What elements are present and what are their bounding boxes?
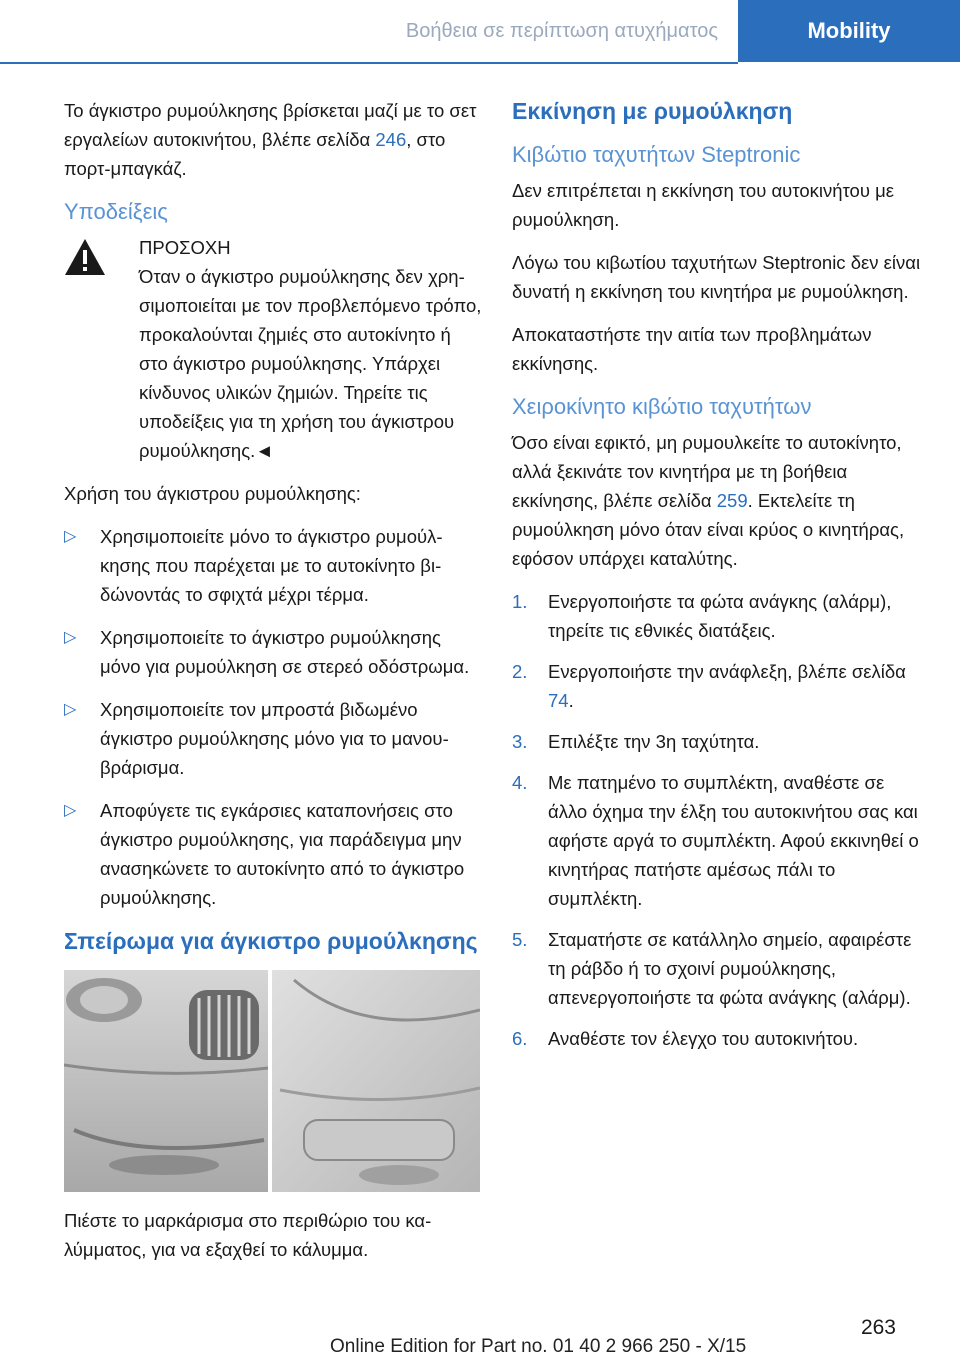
step-number: 3. <box>512 731 528 752</box>
step-number: 2. <box>512 661 528 682</box>
bumper-photo <box>64 970 480 1192</box>
running-header <box>0 0 738 64</box>
bullet-icon: ▷ <box>64 802 77 819</box>
chapter-tab <box>738 0 960 62</box>
page-number: 263 <box>860 1316 896 1339</box>
photo-caption: Πιέστε το μαρκάρισμα στο περιθώριο του καλύμματος, για να εξαχθεί το κάλυμμα. <box>64 1210 432 1260</box>
step-number: 5. <box>512 929 528 950</box>
thread-heading: Σπείρωμα για άγκιστρο ρυμούλκησης <box>64 928 478 954</box>
list-item: 2. Ενεργοποιήστε την ανάφλεξη, βλέπε σελίδα 74. <box>512 657 924 715</box>
list-item: ▷ Χρησιμοποιείτε το άγκιστρο ρυμούλκησης μόνο για ρυμούλκηση σε στερεό οδόστρωμα. <box>64 623 484 681</box>
intro-paragraph: Το άγκιστρο ρυμούλκησης βρίσκεται μαζί με το σετ εργαλείων αυτοκινήτου, βλέπε σελίδα 246, στο πορτ-μπαγκάζ. <box>64 100 477 179</box>
step-number: 4. <box>512 772 528 793</box>
chapter-tab-label: Mobility <box>807 18 891 43</box>
manual-paragraph: Όσο είναι εφικτό, μη ρυμουλκείτε το αυτοκίνητο, αλλά ξεκινάτε τον κινητήρα με τη βοήθεια εκκίνησης, βλέπε σελίδα 259. Εκτελείτε τη ρυμούλκηση μόνο όταν είναι κρύος ο κινητήρας, εφόσον υπάρχει καταλύτης. <box>512 432 905 569</box>
list-item: ▷ Αποφύγετε τις εγκάρσιες καταπονήσεις στο άγκιστρο ρυμούλκησης, για παράδειγμα μην ανασηκώνετε το αυτοκίνητο από το άγκιστρο ρυμούλκησης. <box>64 796 484 912</box>
steptronic-p2: Λόγω του κιβωτίου ταχυτήτων Steptronic δεν είναι δυνατή η εκκίνηση του κινητήρα με ρυμούλκηση. <box>512 252 921 302</box>
caution-title: ΠΡΟΣΟΧΗ <box>139 237 231 258</box>
tow-start-steps <box>512 587 924 1053</box>
list-item: 4. Με πατημένο το συμπλέκτη, αναθέστε σε άλλο όχημα την έλξη του αυτοκινήτου σας και αφήστε αργά το συμπλέκτη. Αφού εκκινηθεί ο κινητήρας πατήστε αμέσως πάλι το συμπλέκτη. <box>512 768 924 913</box>
usage-list <box>64 522 484 912</box>
page-link-74[interactable]: 74 <box>548 690 569 711</box>
usage-intro: Χρήση του άγκιστρου ρυμούλκησης: <box>64 483 361 504</box>
left-column <box>64 96 484 1278</box>
page-link-259[interactable]: 259 <box>716 490 748 511</box>
steptronic-p1: Δεν επιτρέπεται η εκκίνηση του αυτοκινήτου με ρυμούλκηση. <box>512 180 895 230</box>
steptronic-p3: Αποκαταστήστε την αιτία των προβλημάτων εκκίνησης. <box>512 324 872 374</box>
list-item: ▷ Χρησιμοποιείτε τον μπροστά βιδωμένο άγκιστρο ρυμούλκησης μόνο για το μανουβράρισμα. <box>64 695 484 782</box>
bullet-icon: ▷ <box>64 701 77 718</box>
bullet-icon: ▷ <box>64 629 77 646</box>
caution-text: Όταν ο άγκιστρο ρυμούλκησης δεν χρησιμοποιείται με τον προβλεπόμενο τρόπο, προκαλούνται ζημιές στο αυτοκίνητο ή στο άγκιστρο ρυμούλκησης. Υπάρχει κίνδυνος υλικών ζημιών. Τηρείτε τις υποδείξεις για τη χρήση του άγκιστρου ρυμούλκησης.◄ <box>139 266 482 461</box>
section-title: Βοήθεια σε περίπτωση ατυχήματος <box>405 19 718 42</box>
list-item: 3. Επιλέξτε την 3η ταχύτητα. <box>512 727 924 756</box>
page-link-246[interactable]: 246 <box>375 129 407 150</box>
step-number: 1. <box>512 591 528 612</box>
manual-gearbox-heading: Χειροκίνητο κιβώτιο ταχυτήτων <box>512 394 812 419</box>
steptronic-heading: Κιβώτιο ταχυτήτων Steptronic <box>512 142 801 167</box>
tow-start-heading: Εκκίνηση με ρυμούλκηση <box>512 98 793 124</box>
list-item: 5. Σταματήστε σε κατάλληλο σημείο, αφαιρέστε τη ράβδο ή το σχοινί ρυμούλκησης, απενεργοποιήστε τα φώτα ανάγκης (αλάρμ). <box>512 925 924 1012</box>
warning-triangle-icon <box>64 237 106 277</box>
step-number: 6. <box>512 1028 528 1049</box>
right-column <box>512 96 924 1065</box>
edition-footer: Online Edition for Part no. 01 40 2 966 250 - X/15 <box>330 1336 747 1357</box>
list-item: 1. Ενεργοποιήστε τα φώτα ανάγκης (αλάρμ), τηρείτε τις εθνικές διατάξεις. <box>512 587 924 645</box>
hints-heading: Υποδείξεις <box>64 199 168 224</box>
list-item: 6. Αναθέστε τον έλεγχο του αυτοκινήτου. <box>512 1024 924 1053</box>
bullet-icon: ▷ <box>64 528 77 545</box>
caution-block <box>64 233 484 465</box>
list-item: ▷ Χρησιμοποιείτε μόνο το άγκιστρο ρυμούλκησης που παρέχεται με το αυτοκίνητο βιδώνοντάς το σφιχτά μέχρι τέρμα. <box>64 522 484 609</box>
